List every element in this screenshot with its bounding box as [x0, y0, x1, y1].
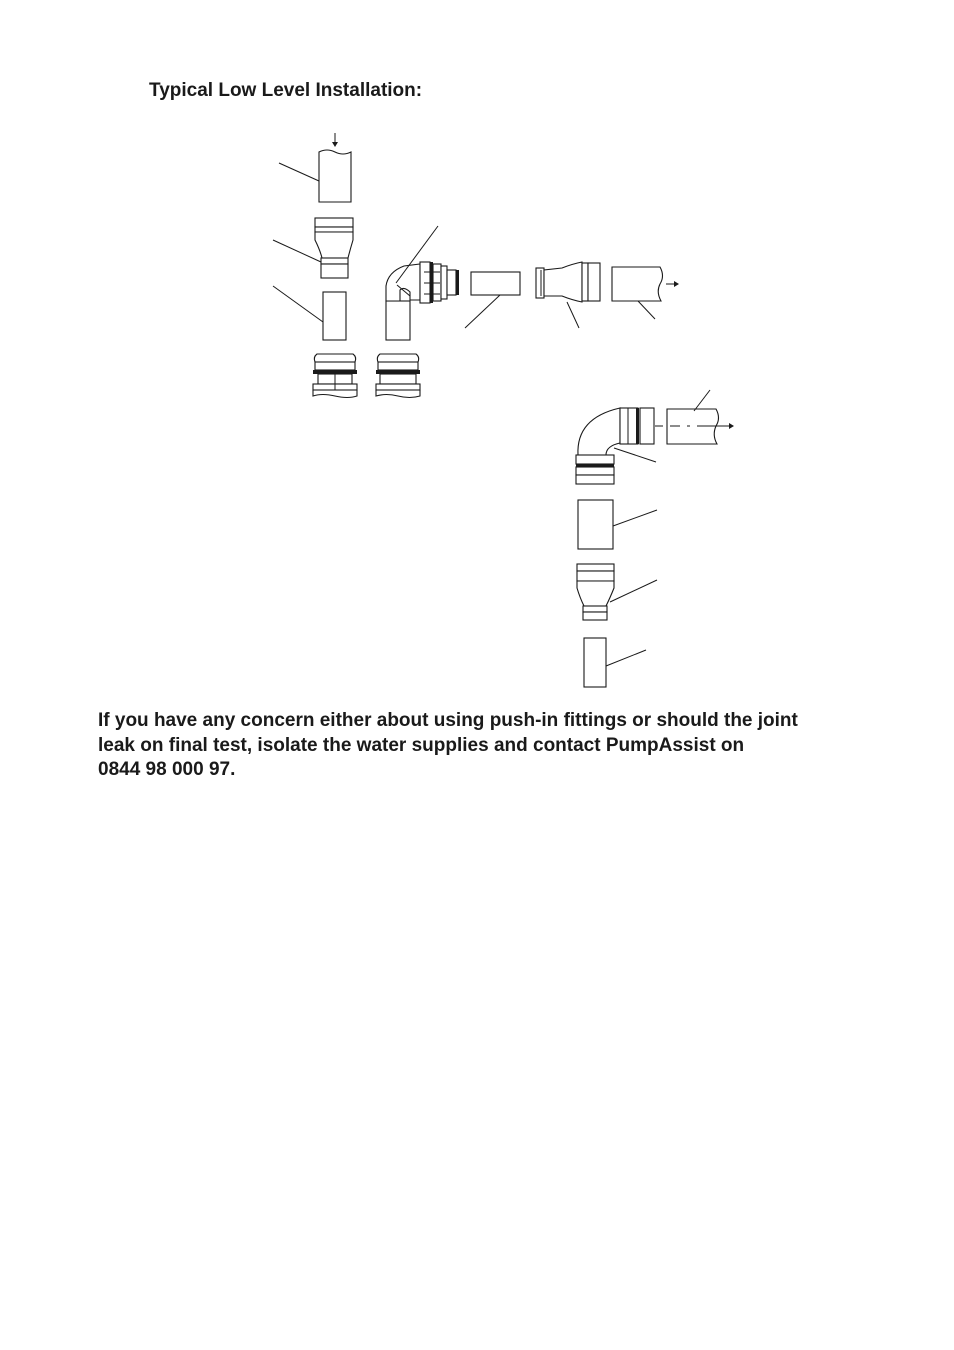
notice-line-3: 0844 98 000 97.	[98, 759, 236, 780]
leader-line-outlet-pipe-right	[694, 390, 710, 411]
outlet-flow-arrow	[666, 281, 679, 287]
inlet-flow-arrow	[332, 133, 338, 147]
leader-line-outlet-pipe	[638, 301, 655, 319]
reducer-vertical	[577, 564, 614, 620]
pump-port-right	[376, 354, 420, 398]
leader-line-reducer-horizontal	[567, 302, 579, 328]
bend-fitting	[578, 408, 654, 455]
pipe-segment-right	[578, 500, 613, 549]
leader-line-reducer-vertical	[610, 580, 657, 602]
reducer-horizontal	[536, 262, 600, 302]
reducer-fitting	[315, 218, 353, 278]
outlet-pipe-right	[655, 409, 734, 444]
pipe-bottom-right	[584, 638, 606, 687]
leader-line-short-pipe-horizontal	[465, 295, 500, 328]
leader-line-top-pipe	[279, 163, 319, 181]
short-pipe-left	[323, 292, 346, 340]
notice-line-2: leak on final test, isolate the water supplies and contact PumpAssist on	[98, 734, 745, 756]
leader-line-short-pipe	[273, 286, 323, 322]
coupling-fitting	[576, 455, 614, 484]
elbow-fitting	[386, 264, 420, 340]
page-heading: Typical Low Level Installation:	[149, 80, 423, 101]
pump-port-left	[313, 354, 357, 398]
short-pipe-horizontal	[471, 272, 520, 295]
push-fit-connector	[420, 262, 459, 303]
leader-line-pipe-segment	[613, 510, 657, 526]
top-pipe	[319, 150, 351, 202]
support-notice	[98, 709, 868, 783]
leader-line-pipe-bottom	[606, 650, 646, 666]
leader-line-coupling	[614, 448, 656, 462]
notice-line-1: If you have any concern either about using push-in fittings or should the joint	[98, 710, 798, 731]
outlet-pipe	[612, 267, 663, 301]
leader-line-reducer	[273, 240, 321, 262]
